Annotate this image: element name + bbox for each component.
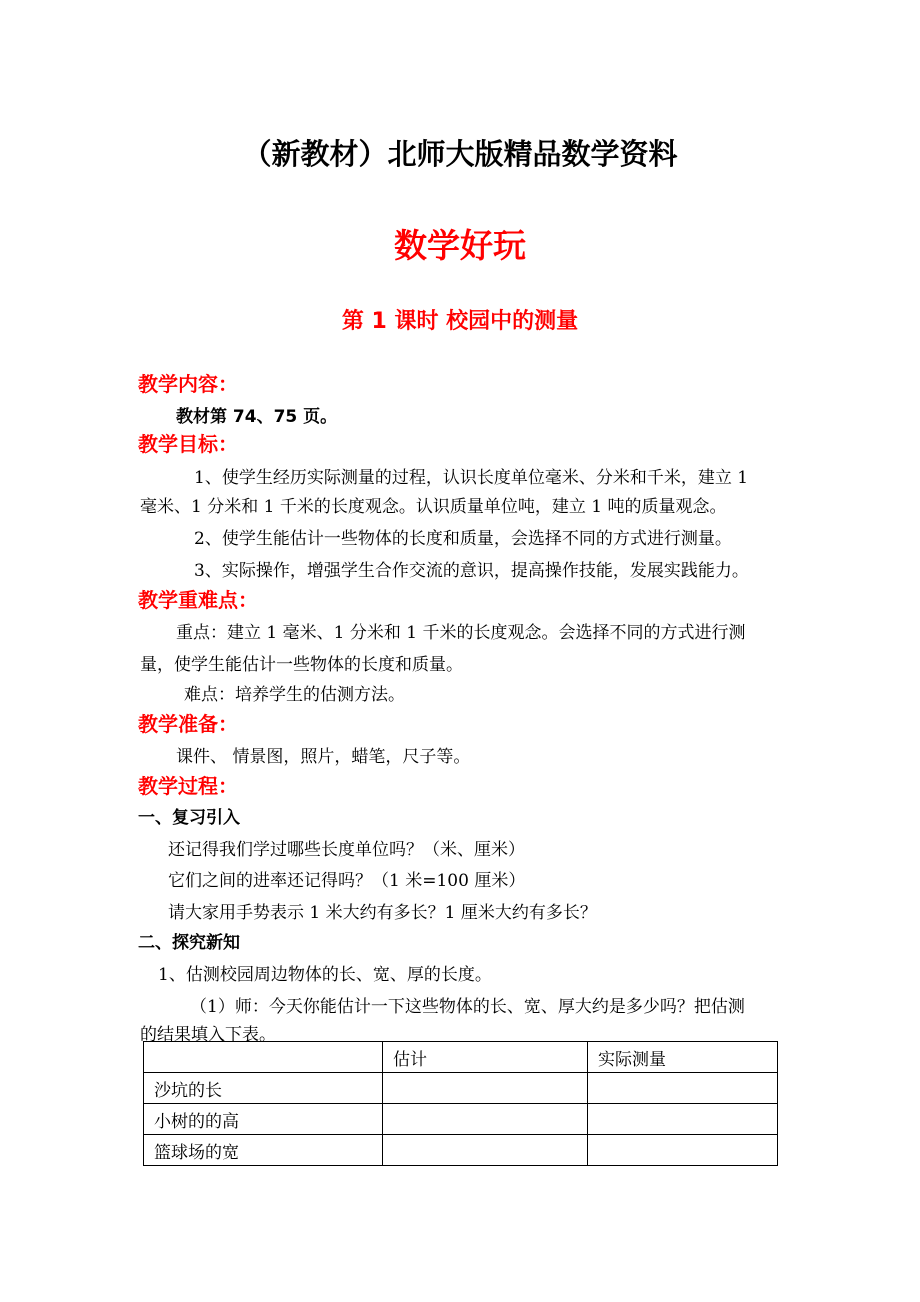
teacher-prompt-line-1: （1）师：今天你能估计一下这些物体的长、宽、厚大约是多少吗？把估测 xyxy=(190,997,745,1017)
explore-item-1: 1、估测校园周边物体的长、宽、厚的长度。 xyxy=(158,965,492,985)
key-point-line-2: 量，使学生能估计一些物体的长度和质量。 xyxy=(140,655,463,675)
lesson-title: 第 1 课时 校园中的测量 xyxy=(341,309,579,334)
estimate-cell xyxy=(383,1135,588,1166)
goal-2: 2、使学生能估计一些物体的长度和质量，会选择不同的方式进行测量。 xyxy=(194,529,732,549)
review-question-3: 请大家用手势表示 1 米大约有多长？1 厘米大约有多长？ xyxy=(168,903,597,923)
key-points-heading: 教学重难点： xyxy=(138,588,258,612)
estimation-table xyxy=(143,1041,778,1166)
actual-cell xyxy=(588,1104,778,1135)
content-text: 教材第 74、75 页。 xyxy=(176,407,338,427)
table-row xyxy=(144,1135,778,1166)
difficulty-text: 难点：培养学生的估测方法。 xyxy=(184,685,405,705)
content-heading: 教学内容： xyxy=(138,372,238,396)
table-header-row xyxy=(144,1042,778,1073)
goal-1-line-2: 毫米、1 分米和 1 千米的长度观念。认识质量单位吨，建立 1 吨的质量观念。 xyxy=(140,497,727,517)
review-question-1: 还记得我们学过哪些长度单位吗？（米、厘米） xyxy=(168,840,525,860)
header-cell-estimate: 估计 xyxy=(383,1042,588,1073)
part-1-title: 一、复习引入 xyxy=(138,808,240,828)
header-cell-item xyxy=(144,1042,383,1073)
goal-1-line-1: 1、使学生经历实际测量的过程，认识长度单位毫米、分米和千米，建立 1 xyxy=(194,468,749,488)
row-item-cell: 沙坑的长 xyxy=(144,1073,383,1104)
row-item-cell: 篮球场的宽 xyxy=(144,1135,383,1166)
key-point-line-1: 重点：建立 1 毫米、1 分米和 1 千米的长度观念。会选择不同的方式进行测 xyxy=(176,623,746,643)
header-cell-actual: 实际测量 xyxy=(588,1042,778,1073)
row-item-cell: 小树的的高 xyxy=(144,1104,383,1135)
unit-title: 数学好玩 xyxy=(394,226,526,265)
actual-cell xyxy=(588,1073,778,1104)
estimate-cell xyxy=(383,1073,588,1104)
estimate-cell xyxy=(383,1104,588,1135)
preparation-heading: 教学准备： xyxy=(138,712,238,736)
goal-3: 3、实际操作，增强学生合作交流的意识，提高操作技能，发展实践能力。 xyxy=(194,561,749,581)
preparation-text: 课件、 情景图，照片，蜡笔，尺子等。 xyxy=(176,747,471,767)
table-row xyxy=(144,1104,778,1135)
teacher-prompt-line-2: 的结果填入下表。 xyxy=(140,1025,276,1045)
process-heading: 教学过程： xyxy=(138,774,238,798)
table-row xyxy=(144,1073,778,1104)
actual-cell xyxy=(588,1135,778,1166)
part-2-title: 二、探究新知 xyxy=(138,933,240,953)
document-title: （新教材）北师大版精品数学资料 xyxy=(242,137,678,171)
goals-heading: 教学目标： xyxy=(138,432,238,456)
review-question-2: 它们之间的进率还记得吗？（1 米=100 厘米） xyxy=(168,871,526,891)
